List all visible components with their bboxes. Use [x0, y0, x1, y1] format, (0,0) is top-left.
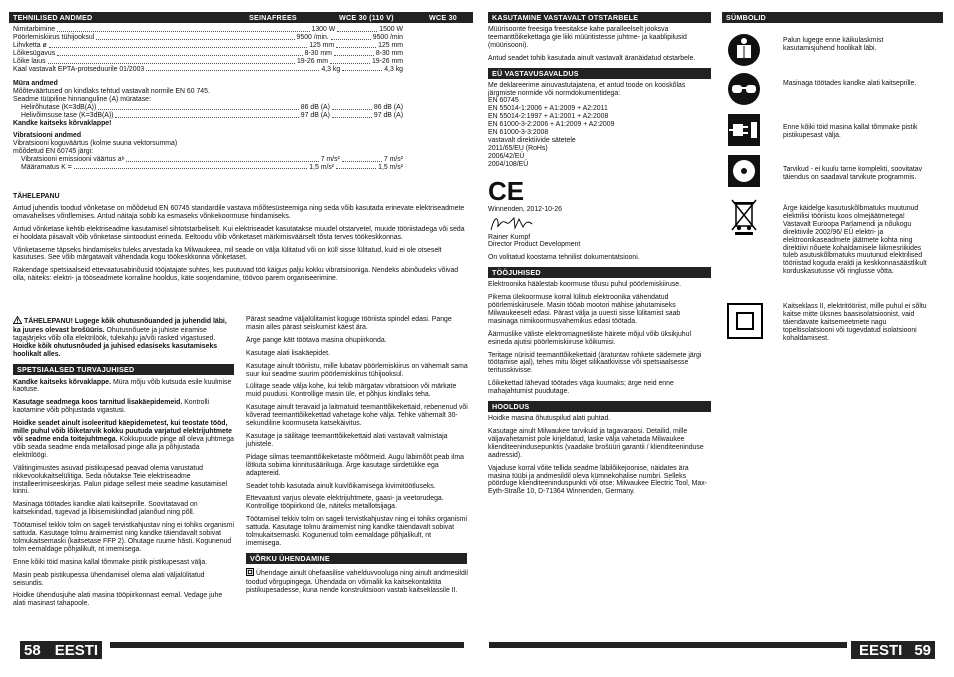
language-right: EESTI [858, 641, 903, 659]
vib-title: Vibratsiooni andmed [13, 131, 82, 139]
tech-value-1: 19-26 mm [296, 57, 328, 65]
maintenance-header: HOOLDUS [488, 401, 711, 412]
signature [488, 214, 711, 234]
noise-label: Helirõhutase (K=3dB(A)) [21, 104, 97, 112]
usage-header: KASUTAMINE VASTAVALT OTSTARBELE [488, 12, 711, 23]
work-p3: Äärmuslike väliste elektromagnetiliste häirete mõjul võib üksikjuhul esineda ajutisi pöörlemiskiiruse kõikumisi. [488, 330, 691, 346]
symbol-text-4: Tarvikud - ei kuulu tarne komplekti, soovitatav täiendus on saadaval tarvikute programmis. [783, 166, 923, 181]
safety-p7: Enne kõiki töid masina kallal tõmmake pistik pistikupesast välja. [13, 558, 208, 566]
noise-title: Müra andmed [13, 80, 58, 88]
safety-p1-rest: Müra mõju võib kutsuda esile kuulmise kaotuse. [13, 378, 232, 394]
eu-text: Me deklareerime ainuvastutajatena, et antud toode on kooskõlas järgmiste normide või normdokumentidega: [488, 81, 686, 97]
tech-row [13, 34, 403, 42]
tech-row [13, 66, 403, 74]
noise-value-1: 97 dB (A) [300, 112, 330, 120]
dot-leader [332, 109, 372, 110]
dot-leader [342, 70, 382, 71]
attention-section [13, 193, 465, 288]
eu-norm-item: 2006/42/EÜ [488, 152, 525, 160]
tech-label: Kaal vastavalt EPTA-protseduurile 01/2003 [13, 65, 145, 73]
vib-value-1: 7 m/s² [320, 155, 340, 163]
tech-value-1: 8-30 mm [304, 49, 332, 57]
safety2-p4: Kasutage ainult tööriistu, mille lubatav pöörlemiskiirus on vähemalt sama suur kui seadme suurim pöörlemiskiirus tühijooksul. [246, 362, 468, 378]
safety2-p3: Kasutage alati lisakäepidet. [246, 349, 330, 357]
safety-p4: Välitingimustes asuvad pistikupesad peavad olema varustatud rikkevoolukaitselülitiga. Seda nõutakse Teie elektriseadme installeerimiseeskirjas. Palun pidage sellest meie seadme kasutamisel kinni. [13, 464, 228, 496]
safety-header: SPETSIAALSED TURVAJUHISED [13, 364, 234, 375]
safety2-p8: Pidage silmas teemanttõikeketaste mõõtmeid. Augu läbimõõt peab ilma lõtkuta sobima kinnitusäärikuga. Ärge kasutage siirdetükke ega adaptereid. [246, 453, 464, 477]
noise-row [21, 112, 403, 120]
tech-data-header [9, 12, 473, 23]
tech-value-1: 1300 W [311, 26, 336, 33]
vib-value-1: 1,5 m/s² [309, 163, 335, 171]
noise-row [21, 104, 403, 112]
tech-label: Lõike laius [13, 57, 46, 65]
col-model: WCE 30 [429, 13, 457, 22]
attention-title: TÄHELEPANU [13, 193, 60, 200]
vib-value-2: 1,5 m/s² [378, 163, 403, 171]
col-model-110v: WCE 30 (110 V) [339, 13, 394, 22]
dot-leader [336, 47, 376, 48]
class-ii-small-icon [246, 568, 254, 579]
dot-leader [48, 63, 295, 64]
safety-p1-bold: Kandke kaitseks kõrvaklappe. [13, 378, 112, 386]
goggles-icon [727, 72, 761, 111]
right-footer-label [851, 641, 935, 659]
vib-text2: mõõdetud EN 60745 järgi: [13, 147, 94, 155]
vib-row [21, 164, 403, 172]
safety2-p7: Kasutage ja säilitage teemanttõikekettaid alati vastavalt valmistaja juhistele. [246, 432, 448, 448]
symbol-text-2: Masinaga töötades kandke alati kaitseprille. [783, 80, 917, 87]
eu-norm-item: EN 60745 [488, 97, 519, 105]
dot-leader [126, 161, 318, 162]
symbol-text-1: Palun lugege enne käikulaskmist kasutamisjuhend hoolikalt läbi. [783, 37, 884, 52]
tech-row [13, 50, 403, 58]
dot-leader [330, 63, 370, 64]
accessory-icon [727, 154, 761, 193]
safety2-p5: Lülitage seade välja kohe, kui tekib märgatav vibratsioon või märkate muid puudusi. Kontrollige masin üle, et põhjus kindlaks teha. [246, 383, 457, 399]
noise-label: Helivõimsuse tase (K=3dB(A)) [21, 112, 114, 120]
dot-leader [115, 117, 298, 118]
tech-value-1: 125 mm [309, 41, 335, 49]
attention-p2: Antud võnketase kehtib elektriseadme kasutamisel sihtotstarbeliselt. Kui elektriseadet kasutatakse muudel otstarvetel, muude tööriistadega või seda ei hooldata piisavalt võib võnketase siintoodust erineda. Eeltoodu võib võnketaset märkimisväärselt tõsta terves töökeskkonnas. [13, 225, 465, 241]
noise-text: Mõõteväärtused on kindlaks tehtud vastavalt normile EN 60 745. [13, 88, 210, 96]
footer-rule-left [110, 642, 464, 648]
network-text: Ühendage ainult ühefaasilise vahelduvvooluga ning ainult andmesildil toodud võrgupingega. Ühendada on võimalik ka kaitsekontaktita pistikupesadesse, kuna nende konstruktsioon vastab kaitseklassile II. [246, 569, 468, 594]
maint-p1: Hoidke masina õhutuspilud alati puhtad. [488, 415, 611, 423]
tech-value-1: 4,3 kg [321, 65, 341, 73]
usage-p2: Antud seadet tohib kasutada ainult vastavalt äranäidatud otstarbele. [488, 54, 696, 62]
tech-value-2: 1500 W [379, 26, 403, 33]
warning-keep: Hoidke kõik ohutusnõuded ja juhised edasiseks kasutamiseks hoolikalt alles. [13, 342, 218, 358]
dot-leader [334, 55, 374, 56]
work-header: TÖÖJUHISED [488, 267, 711, 278]
eu-norms [488, 97, 711, 168]
dot-leader [57, 55, 302, 56]
weee-bin-icon [727, 196, 761, 241]
right-footer [489, 640, 935, 662]
attention-p3: Võnketaseme täpseks hindamiseks tuleks arvestada ka Milwaukeea, mil seade on välja lülitatud või on küll sisse lülitatud, kuid ei ole otseselt kasutuses. See võib märgatavalt vähendada kogu töökeskkonna võnketaset. [13, 246, 442, 262]
dot-leader [74, 168, 307, 169]
tech-label: Pöörlemiskiirus tühijooksul [13, 33, 95, 41]
vib-row [21, 156, 403, 164]
vib-label: Määramatus K = [21, 163, 72, 171]
tech-label: Lihvketta ø [13, 41, 47, 49]
dot-leader [57, 31, 309, 32]
left-footer-label [20, 641, 102, 659]
tech-data-table [13, 26, 403, 171]
warning-bold: TÄHELEPANU! Lugege kõik ohutusnõuanded ja juhendid läbi, ka juures olevast brošüüris. [13, 318, 227, 334]
safety-p3-bold: Hoidke seadet ainult isoleeritud käepidemetest, kui teostate tööd, mille puhul võib lõiketarvik kokku puutuda varjatud elektrijuhtmete või seadme enda toitejuhtmega. [13, 420, 233, 443]
tech-row [13, 42, 403, 50]
work-p1: Elektroonika häälestab koormuse tõusu puhul pöörlemiskiiruse. [488, 281, 682, 289]
signer-name: Rainer Kumpf [488, 233, 531, 241]
safety-p6: Töötamisel tekkiv tolm on sageli tervistkahjustav ning ei tohiks organismi sattuda. Kasutage tolmu äraimemist ning kandke täiendavalt sobivat tolmukaitsemaski (kaitsetase FFP 2). Ohutage ruume hästi. Kogunenud tolm eemaldage põhjalikult, nt imemisega. [13, 522, 234, 553]
tech-data-title: TEHNILISED ANDMED [13, 13, 93, 22]
usage-p1: Müürisoonte freesiga freesitakse kahe paralleelselt jooksva teemanttõikekettaga gie liiki müüritistesse juhtme- ja kaablipilusid (müürisooni). [488, 26, 687, 49]
work-p4: Teritage nürisid teemanttõikekettaid (äratuntav rohkete sädemete järgi töötamise ajal), tehes mitu lõiget silikaatkivisse või spetsiaalsesse teritusskivisse. [488, 351, 702, 375]
eu-norm-item: EN 61000-3-2:2006 + A1:2009 + A2:2009 [488, 121, 615, 129]
eu-norm-item: 2011/65/EU (RoHs) [488, 144, 548, 152]
safety-p2-bold: Kasutage seadmega koos tarnitud lisakäepidemeid. [13, 399, 183, 407]
noise-value-2: 86 dB (A) [373, 104, 403, 112]
noise-sub: Seadme tüüpiline hinnanguline (A) müratase: [13, 96, 151, 104]
safety-p8: Masin peab pistikupessa ühendamisel olema alati väljalülitatud seisundis. [13, 571, 205, 587]
symbol-text-5: Ärge käidelge kasutuskõlbmatuks muutunud elektrilisi tööriistu koos olmejäätmetega! Vastavalt Euroopa Parlamendi ja nõukogu direktiivile 2002/96/ EÜ elektri- ja elektroonikaseadmete jäätmete kohta ning direktiivi nõuete kohaldamisele liikmesriikides tuleb asutuskõlbmatuks muutunud elektrilised tööriistad koguda eraldi ja keskkonnasäästlikult korduskasutusse või ringlusse võtta. [783, 205, 927, 276]
tech-value-2: 125 mm [378, 41, 403, 49]
tech-label: Nimitarbimine [13, 26, 56, 33]
dot-leader [96, 39, 294, 40]
unplug-icon [727, 113, 761, 152]
safety2-p10: Ettevaatust varjus olevate elektrijuhtmete, gaasi- ja veetorudega. Kontrollige tööpiirkond üle, näiteks metallotsijaga. [246, 495, 444, 511]
left-footer [20, 640, 464, 662]
dot-leader [332, 117, 372, 118]
place-date: Winnenden, 2012-10-26 [488, 205, 562, 213]
col-type: SEINAFREES [249, 13, 297, 22]
right-page [477, 0, 954, 677]
footer-rule-right [489, 642, 847, 648]
eu-norm-item: EN 61000-3-3:2008 [488, 129, 549, 137]
safety-column-2 [246, 316, 468, 600]
noise-value-1: 86 dB (A) [300, 104, 330, 112]
dot-leader [331, 39, 371, 40]
eu-norm-item: EN 55014-2:1997 + A1:2001 + A2:2008 [488, 113, 609, 121]
tech-value-2: 8-30 mm [375, 49, 403, 57]
usage-column [488, 12, 711, 501]
class-ii-icon [727, 303, 763, 344]
page-number-left: 58 [24, 641, 41, 659]
dot-leader [342, 161, 382, 162]
manual-icon [727, 33, 761, 72]
tech-row [13, 26, 403, 34]
dot-leader [98, 109, 299, 110]
safety-p2-rest: Kontrolli kaotamine võib põhjustada vigastusi. [13, 399, 210, 415]
signer-auth: On volitatud koostama tehnilist dokumentatsiooni. [488, 254, 640, 262]
warning-triangle-icon [13, 316, 22, 327]
safety2-p9: Seadet tohib kasutada ainult kuivlõikamisega kivimitöötluseks. [246, 482, 436, 490]
maint-p3: Vajaduse korral võite tellida seadme läbilõikejoonise, näidates ära masina tüübi ja andmesildil oleva kümnekohalise numbri. Selleks pöörduge klienditeeninduspunkti või otse: Milwaukee Electric Tool, Max-Eyth-Straße 10, D-71364 Winnenden, Germany. [488, 464, 707, 496]
eu-norm-item: EN 55014-1:2006 + A1:2009 + A2:2011 [488, 105, 608, 113]
noise-value-2: 97 dB (A) [373, 112, 403, 120]
vib-text1: Vibratsiooni koguväärtus (kolme suuna vektorsumma) [13, 139, 178, 147]
vib-value-2: 7 m/s² [383, 155, 403, 163]
safety2-p11: Töötamisel tekkiv tolm on sageli tervistkahjustav ning ei tohiks organismi sattuda. Kasutage tolmu äraimemist ning kandke täiendavalt sobivat tolmukaitsemaski. Kogunenud tolm eemaldage põhjalikult, nt imemisega. [246, 516, 467, 547]
safety2-p1: Pärast seadme väljalülitamist koguge tööriista spindel edasi. Pange masin alles pärast seiskumist käest ära. [246, 316, 452, 331]
safety-p3-rest: Kokkupuude pinge all oleva juhtmega võib seada seadme enda metallosad pinge alla ja põhjustada elektrilöögi. [13, 435, 235, 459]
tech-row [13, 58, 403, 66]
vib-label-sub: h [121, 155, 125, 162]
eu-header: EÜ VASTAVUSAVALDUS [488, 68, 711, 79]
tech-value-2: 19-26 mm [371, 57, 403, 65]
tech-value-2: 9500 /min [372, 33, 403, 41]
network-header: VÕRKU ÜHENDAMINE [246, 553, 467, 564]
signer-title: Director Product Development [488, 241, 581, 249]
symbol-text-3: Enne kõiki töid masina kallal tõmmake pistik pistikupesast välja. [783, 124, 918, 139]
safety2-p6: Kasutage ainult teravaid ja laitmatuid teemanttõikekettaid, rebenenud või kõverad teemanttõikekettad vahetage kohe välja. Tehke vähemalt 30-sekundiline koormuseta katsekäivitus. [246, 404, 468, 428]
tech-value-1: 9500 /min. [296, 33, 329, 41]
safety-p5: Masinaga töötades kandke alati kaitseprille. Soovitatavad on kaitsekindad, tugevad ja libisemiskindlad jalanõud ning põll. [13, 501, 198, 517]
safety2-p2: Ärge pange kätt töötava masina ohupiirkonda. [246, 336, 387, 344]
language-left: EESTI [54, 641, 99, 659]
eu-norm-item: 2004/108/EÜ [488, 160, 529, 168]
attention-p4: Rakendage spetsiaalseid ettevaatusabinõusid tööjatajate suhtes, kes puutuvad töö käigus palju kokku vibratsiooniga. Nendeks abinõudeks võivad olla, näiteks: elektri- ja tööseadmete korraline hooldus, käte soojendamine, töövoo parem organiseerimine. [13, 267, 459, 283]
symbol-text-6: Kaitseklass II, elektritööriist, mille puhul ei sõltu kaitse mitte üksnes baasisolatsioonist, vaid täiendavate kaitsemeetmete nagu topeltisolatsiooni või tugevdatud isolatsiooni kohaldamisest. [783, 303, 927, 342]
tech-value-2: 4,3 kg [384, 65, 403, 73]
work-p5: Lõikekettad lähevad töötades väga kuumaks; ärge neid enne mahajahtumist puudutage. [488, 380, 674, 396]
eu-norm-item: vastavalt direktiivide sätetele [488, 136, 576, 144]
dot-leader [337, 31, 377, 32]
dot-leader [49, 47, 307, 48]
maint-p2: Kasutage ainult Milwaukee tarvikuid ja tagavaraosi. Detailid, mille väljavahetamist pole kirjeldatud, laske välja vahetada Milwaukee klienditeenindusepunktis (vaadake brošüüri garantii / klienditeeninduse aadressid). [488, 428, 704, 459]
symbols-header: SÜMBOLID [722, 12, 943, 23]
dot-leader [336, 168, 376, 169]
tech-label: Lõikesügavus [13, 49, 56, 57]
attention-p1: Antud juhendis toodud võnketase on mõõdetud EN 60745 standardile vastava mõõtesüsteemiga ning seda võib kasutada erinevate elektriseadmete omavahelises võrdlemises. Antud näitaja sobib ka esmaseks võnkekoormuse hindamiseks. [13, 204, 465, 220]
ear-warning: Kandke kaitseks kõrvaklappe! [13, 119, 112, 127]
dot-leader [146, 70, 319, 71]
vib-label: Vibratsiooni emissiooni väärtus a [21, 155, 122, 163]
warning-rest: Ohutusnõuete ja juhiste eiramise tagajärjeks võib olla elektrilöök, tulekahju ja/või rasked vigastused. [13, 326, 216, 342]
safety-p9: Hoidke ühendusjuhe alati masina tööpiirkonnast eemal. Vedage juhe alati masinast tahapoole. [13, 592, 223, 608]
safety-column [13, 316, 235, 613]
page-number-right: 59 [914, 641, 931, 659]
work-p2: Pikema ülekoormuse korral lülitub elektroonika vähendatud pöörlemiskiirusele. Masin tööab mootori mähise jahutamiseks Milwaukeeselt edasi. Pärast välja ja uuesti sisse lülitamist saab masinaga nimikoormusvahemikus edasi töötada. [488, 294, 681, 325]
ce-mark: CE [488, 175, 525, 206]
